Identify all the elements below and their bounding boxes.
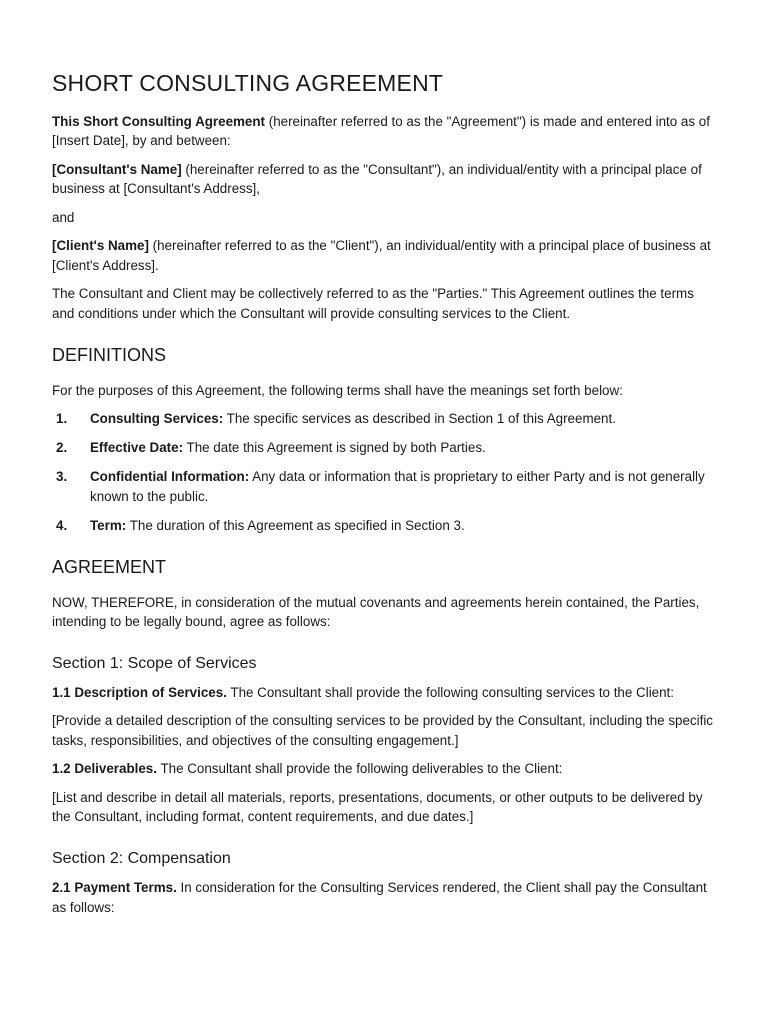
- client-paragraph: [52, 236, 718, 275]
- consultant-name: [Consultant's Name]: [52, 161, 182, 177]
- list-item: [52, 516, 718, 536]
- list-item-body: [90, 438, 718, 458]
- parties-paragraph: The Consultant and Client may be collectively referred to as the "Parties." This Agreement outlines the terms and conditions under which the Consultant will provide consulting services to the Client.: [52, 286, 694, 321]
- section1-2-text: The Consultant shall provide the following deliverables to the Client:: [156, 761, 563, 777]
- section2-1-text: In consideration for the Consulting Services rendered, the Client shall pay the Consultant as follows:: [52, 880, 707, 915]
- list-item-term: Confidential Information:: [90, 469, 250, 485]
- intro-lead-rest: (hereinafter referred to as the "Agreement") is made and entered into as of [Insert Date], by and between:: [52, 113, 710, 149]
- section1-2-label: 1.2 Deliverables.: [52, 761, 157, 777]
- list-item-text: The date this Agreement is signed by both Parties.: [183, 440, 486, 456]
- document-title: SHORT CONSULTING AGREEMENT: [52, 70, 444, 96]
- section1-1-paragraph: [52, 683, 718, 703]
- definitions-intro: For the purposes of this Agreement, the following terms shall have the meanings set forth below:: [52, 382, 623, 398]
- list-item-text: The specific services as described in Section 1 of this Agreement.: [223, 411, 616, 427]
- definitions-list: [52, 409, 718, 535]
- section1-2-placeholder: [List and describe in detail all materials, reports, presentations, documents, or other outputs to be delivered by the Consultant, including format, content requirements, and due dates.]: [52, 789, 703, 825]
- list-item-term: Term:: [90, 517, 127, 533]
- section2-1-label: 2.1 Payment Terms.: [52, 880, 177, 896]
- intro-lead-bold: This Short Consulting Agreement: [52, 113, 266, 129]
- definitions-heading: DEFINITIONS: [52, 345, 167, 366]
- list-item-number: 1.: [56, 411, 68, 427]
- consultant-paragraph: [52, 160, 718, 199]
- list-item: [52, 467, 718, 506]
- section2-1-paragraph: [52, 878, 718, 917]
- section1-heading: Section 1: Scope of Services: [52, 654, 257, 672]
- section1-2-paragraph: [52, 759, 718, 779]
- agreement-paragraph: NOW, THEREFORE, in consideration of the mutual covenants and agreements herein contained, the Parties, intending to be legally bound, agree as follows:: [52, 594, 700, 630]
- and-text: and: [52, 209, 75, 225]
- section1-1-label: 1.1 Description of Services.: [52, 684, 227, 700]
- list-item-text: The duration of this Agreement as specified in Section 3.: [126, 517, 465, 533]
- list-item-term: Effective Date:: [90, 440, 184, 456]
- list-item-number: 3.: [56, 469, 68, 485]
- client-rest: (hereinafter referred to as the "Client"), an individual/entity with a principal place of business at [Client's Address].: [52, 238, 711, 273]
- list-item-body: [90, 516, 718, 536]
- list-item-term: Consulting Services:: [90, 411, 224, 427]
- list-item: [52, 438, 718, 458]
- section2-heading: Section 2: Compensation: [52, 849, 231, 867]
- list-item-body: [90, 409, 718, 429]
- section1-1-text: The Consultant shall provide the following consulting services to the Client:: [226, 684, 675, 700]
- section1-1-placeholder: [Provide a detailed description of the consulting services to be provided by the Consultant, including the specific tasks, responsibilities, and objectives of the consulting engagement.]: [52, 713, 713, 748]
- list-item-number: 2.: [56, 440, 68, 456]
- list-item-number: 4.: [56, 517, 68, 533]
- list-item-text: Any data or information that is proprietary to either Party and is not generally known to the public.: [90, 469, 705, 504]
- list-item: [52, 409, 718, 429]
- intro-paragraph: [52, 112, 718, 151]
- client-name: [Client's Name]: [52, 238, 149, 254]
- agreement-heading: AGREEMENT: [52, 557, 167, 578]
- consultant-rest: (hereinafter referred to as the "Consultant"), an individual/entity with a principal place of business at [Consultant's Address],: [52, 161, 702, 197]
- list-item-body: [90, 467, 718, 506]
